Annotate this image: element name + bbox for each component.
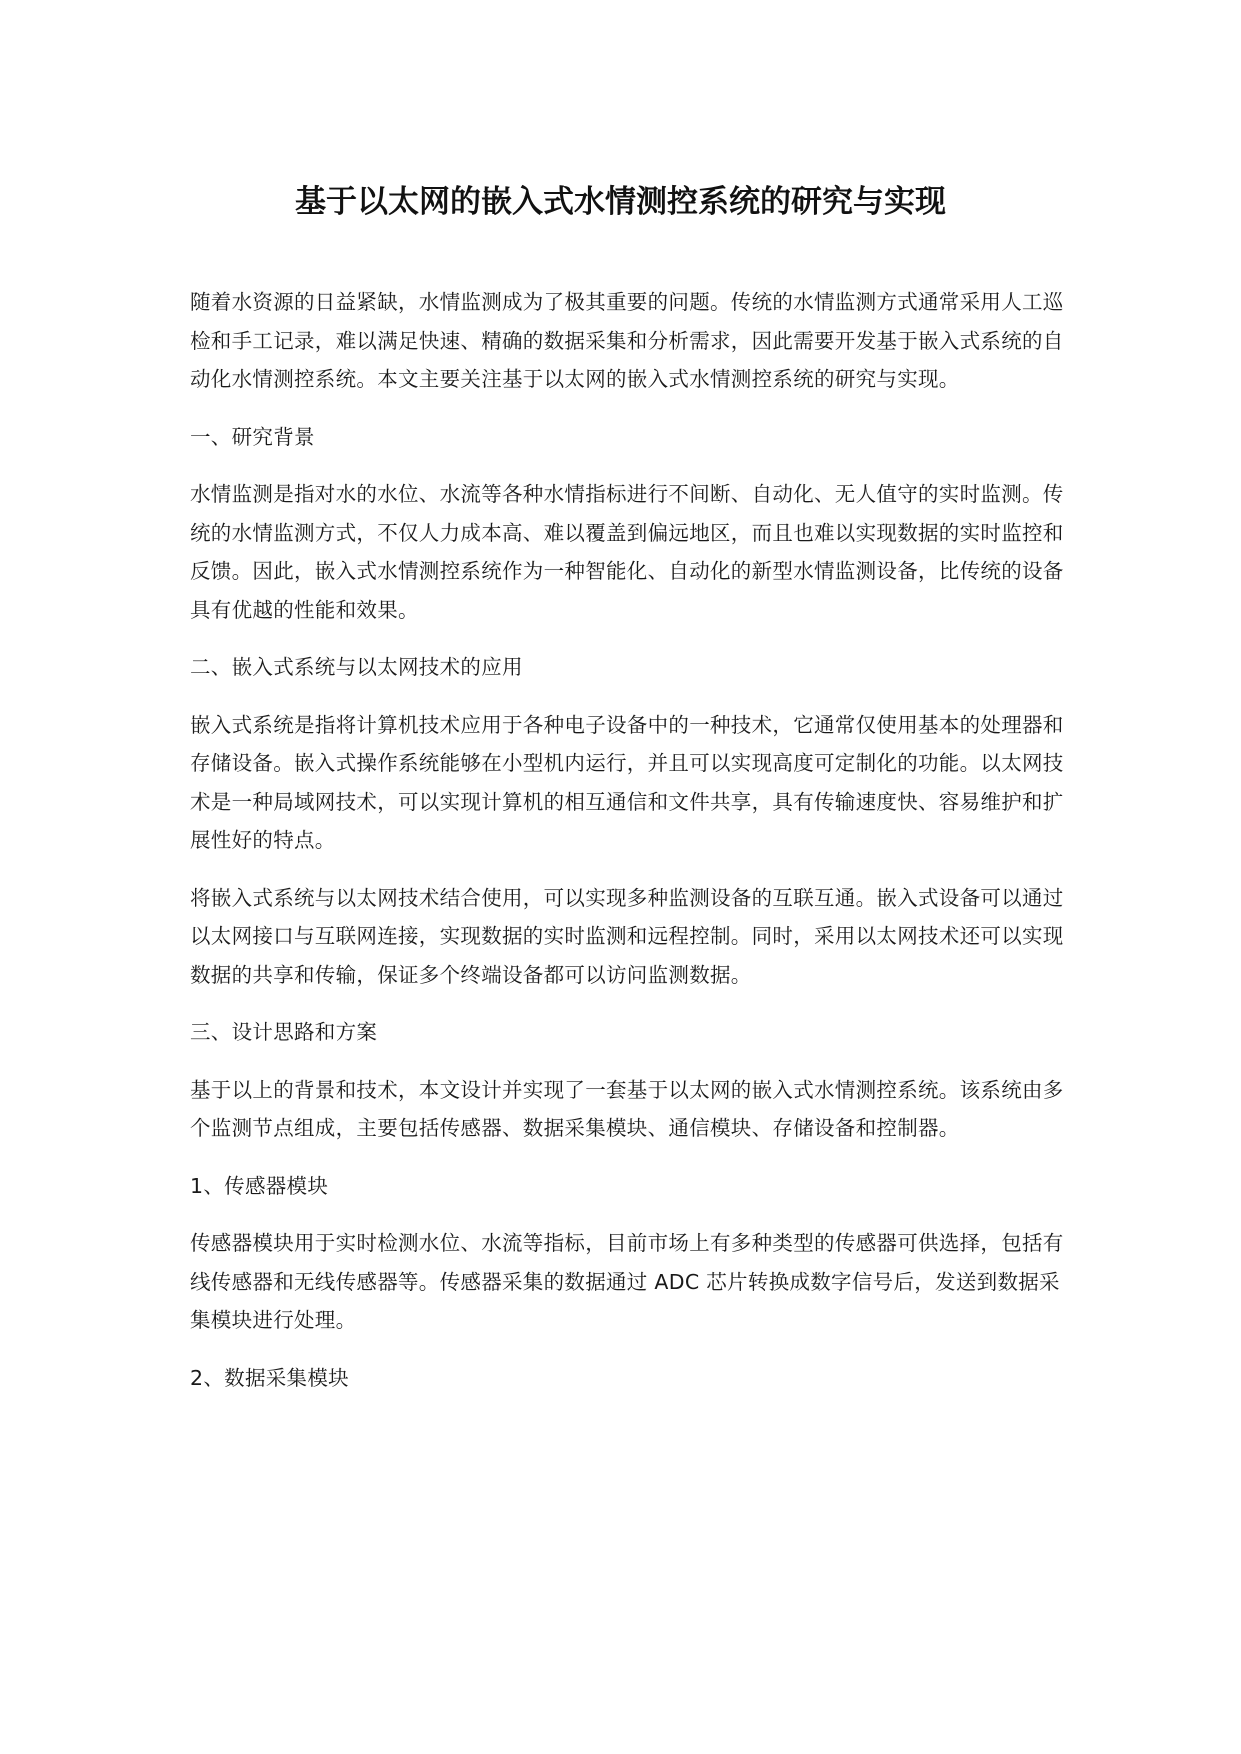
paragraph: 基于以上的背景和技术，本文设计并实现了一套基于以太网的嵌入式水情测控系统。该系统由多个监测节点组成，主要包括传感器、数据采集模块、通信模块、存储设备和控制器。 <box>190 1077 1064 1140</box>
section-heading: 一、研究背景 <box>190 424 315 449</box>
subsection-heading: 1、传感器模块 <box>190 1173 329 1198</box>
paragraph: 水情监测是指对水的水位、水流等各种水情指标进行不间断、自动化、无人值守的实时监测。传统的水情监测方式，不仅人力成本高、难以覆盖到偏远地区，而且也难以实现数据的实时监控和反馈。因此，嵌入式水情测控系统作为一种智能化、自动化的新型水情监测设备，比传统的设备具有优越的性能和效果。 <box>190 482 1064 622</box>
paragraph: 将嵌入式系统与以太网技术结合使用，可以实现多种监测设备的互联互通。嵌入式设备可以通过以太网接口与互联网连接，实现数据的实时监测和远程控制。同时，采用以太网技术还可以实现数据的共享和传输，保证多个终端设备都可以访问监测数据。 <box>190 885 1064 987</box>
paragraph: 传感器模块用于实时检测水位、水流等指标，目前市场上有多种类型的传感器可供选择，包括有线传感器和无线传感器等。传感器采集的数据通过 ADC 芯片转换成数字信号后，发送到数据采集模块进行处理。 <box>190 1231 1064 1332</box>
section-heading: 三、设计思路和方案 <box>190 1020 378 1044</box>
paragraph: 随着水资源的日益紧缺，水情监测成为了极其重要的问题。传统的水情监测方式通常采用人工巡检和手工记录，难以满足快速、精确的数据采集和分析需求，因此需要开发基于嵌入式系统的自动化水情测控系统。本文主要关注基于以太网的嵌入式水情测控系统的研究与实现。 <box>190 290 1064 391</box>
section-heading: 二、嵌入式系统与以太网技术的应用 <box>190 655 523 679</box>
document-title: 基于以太网的嵌入式水情测控系统的研究与实现 <box>295 184 946 220</box>
subsection-heading: 2、数据采集模块 <box>190 1365 349 1390</box>
paragraph: 嵌入式系统是指将计算机技术应用于各种电子设备中的一种技术，它通常仅使用基本的处理器和存储设备。嵌入式操作系统能够在小型机内运行，并且可以实现高度可定制化的功能。以太网技术是一种局域网技术，可以实现计算机的相互通信和文件共享，具有传输速度快、容易维护和扩展性好的特点。 <box>190 712 1064 852</box>
document-body <box>190 283 1080 1416</box>
